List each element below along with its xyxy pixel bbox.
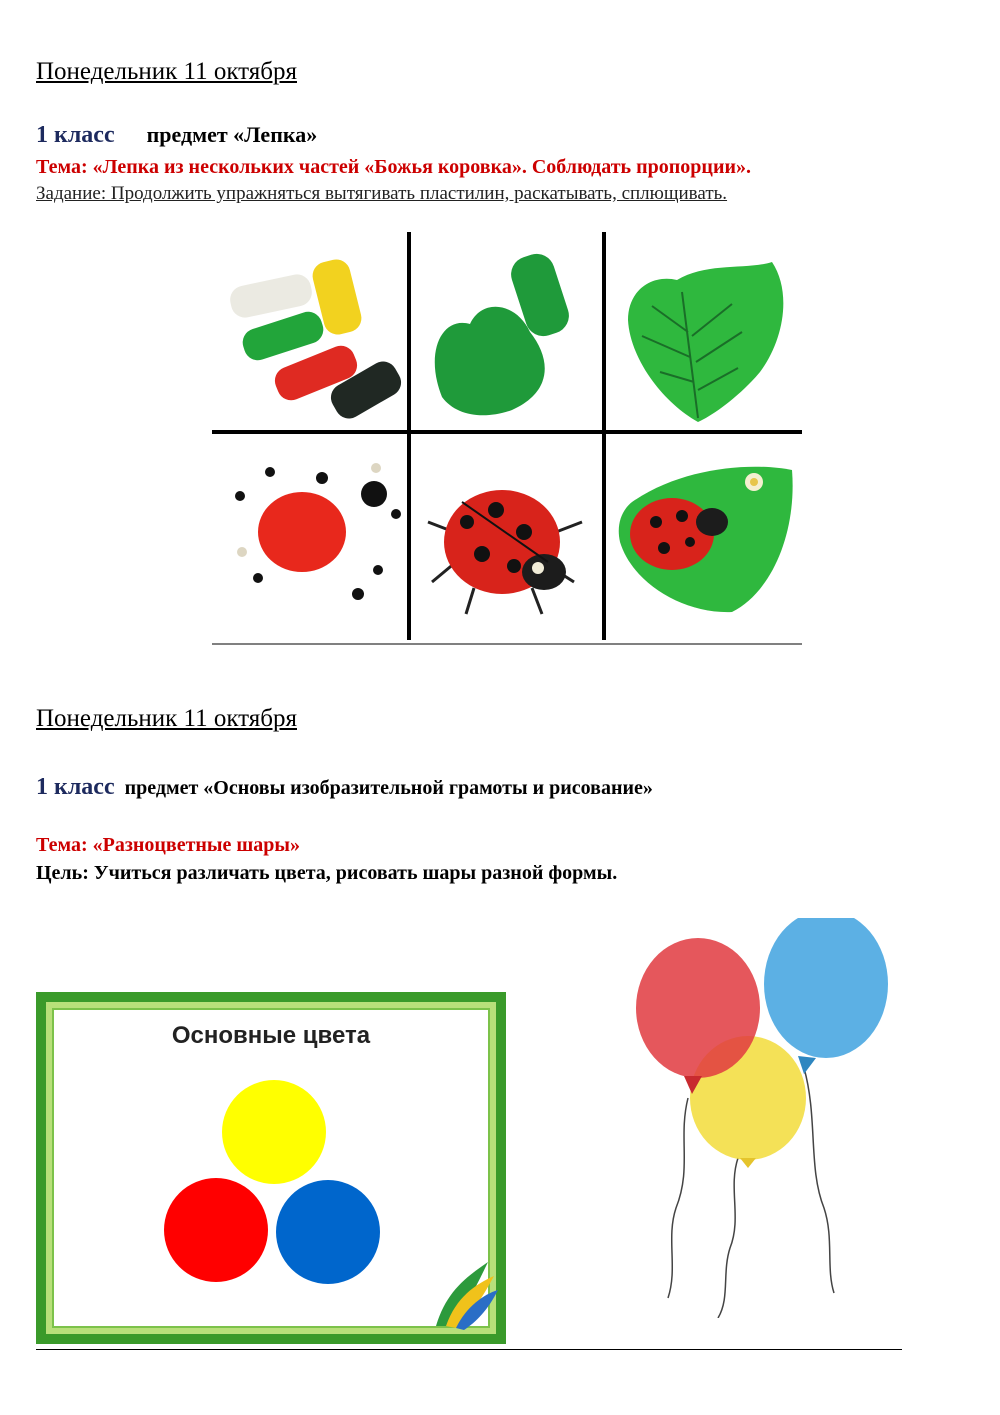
balloons-drawing	[618, 918, 900, 1318]
red-circle	[164, 1178, 268, 1282]
lesson2-class: 1 класс	[36, 774, 115, 800]
lesson1-topic: Тема: «Лепка из нескольких частей «Божья коровка». Соблюдать пропорции».	[36, 156, 751, 178]
primary-colors-card	[36, 992, 506, 1344]
ladybug-steps-image	[212, 232, 802, 646]
blue-circle	[276, 1180, 380, 1284]
lesson2-header	[36, 774, 653, 801]
yellow-circle	[222, 1080, 326, 1184]
lesson1-class: 1 класс	[36, 122, 115, 148]
lesson1-subject: предмет «Лепка»	[146, 122, 318, 147]
bottom-rule	[36, 1349, 902, 1350]
lesson2-goal: Цель: Учиться различать цвета, рисовать шары разной формы.	[36, 862, 618, 884]
lesson1-task: Задание: Продолжить упражняться вытягивать пластилин, раскатывать, сплющивать.	[36, 183, 728, 204]
lesson1-header	[36, 122, 317, 149]
lesson2-topic: Тема: «Разноцветные шары»	[36, 834, 301, 856]
lesson2-date: Понедельник 11 октября	[36, 705, 297, 732]
lesson2-subject: предмет «Основы изобразительной грамоты и рисование»	[124, 777, 653, 799]
lesson1-date: Понедельник 11 октября	[36, 58, 297, 85]
colors-card-title: Основные цвета	[171, 1022, 371, 1049]
brush-logo-icon	[436, 1262, 498, 1330]
